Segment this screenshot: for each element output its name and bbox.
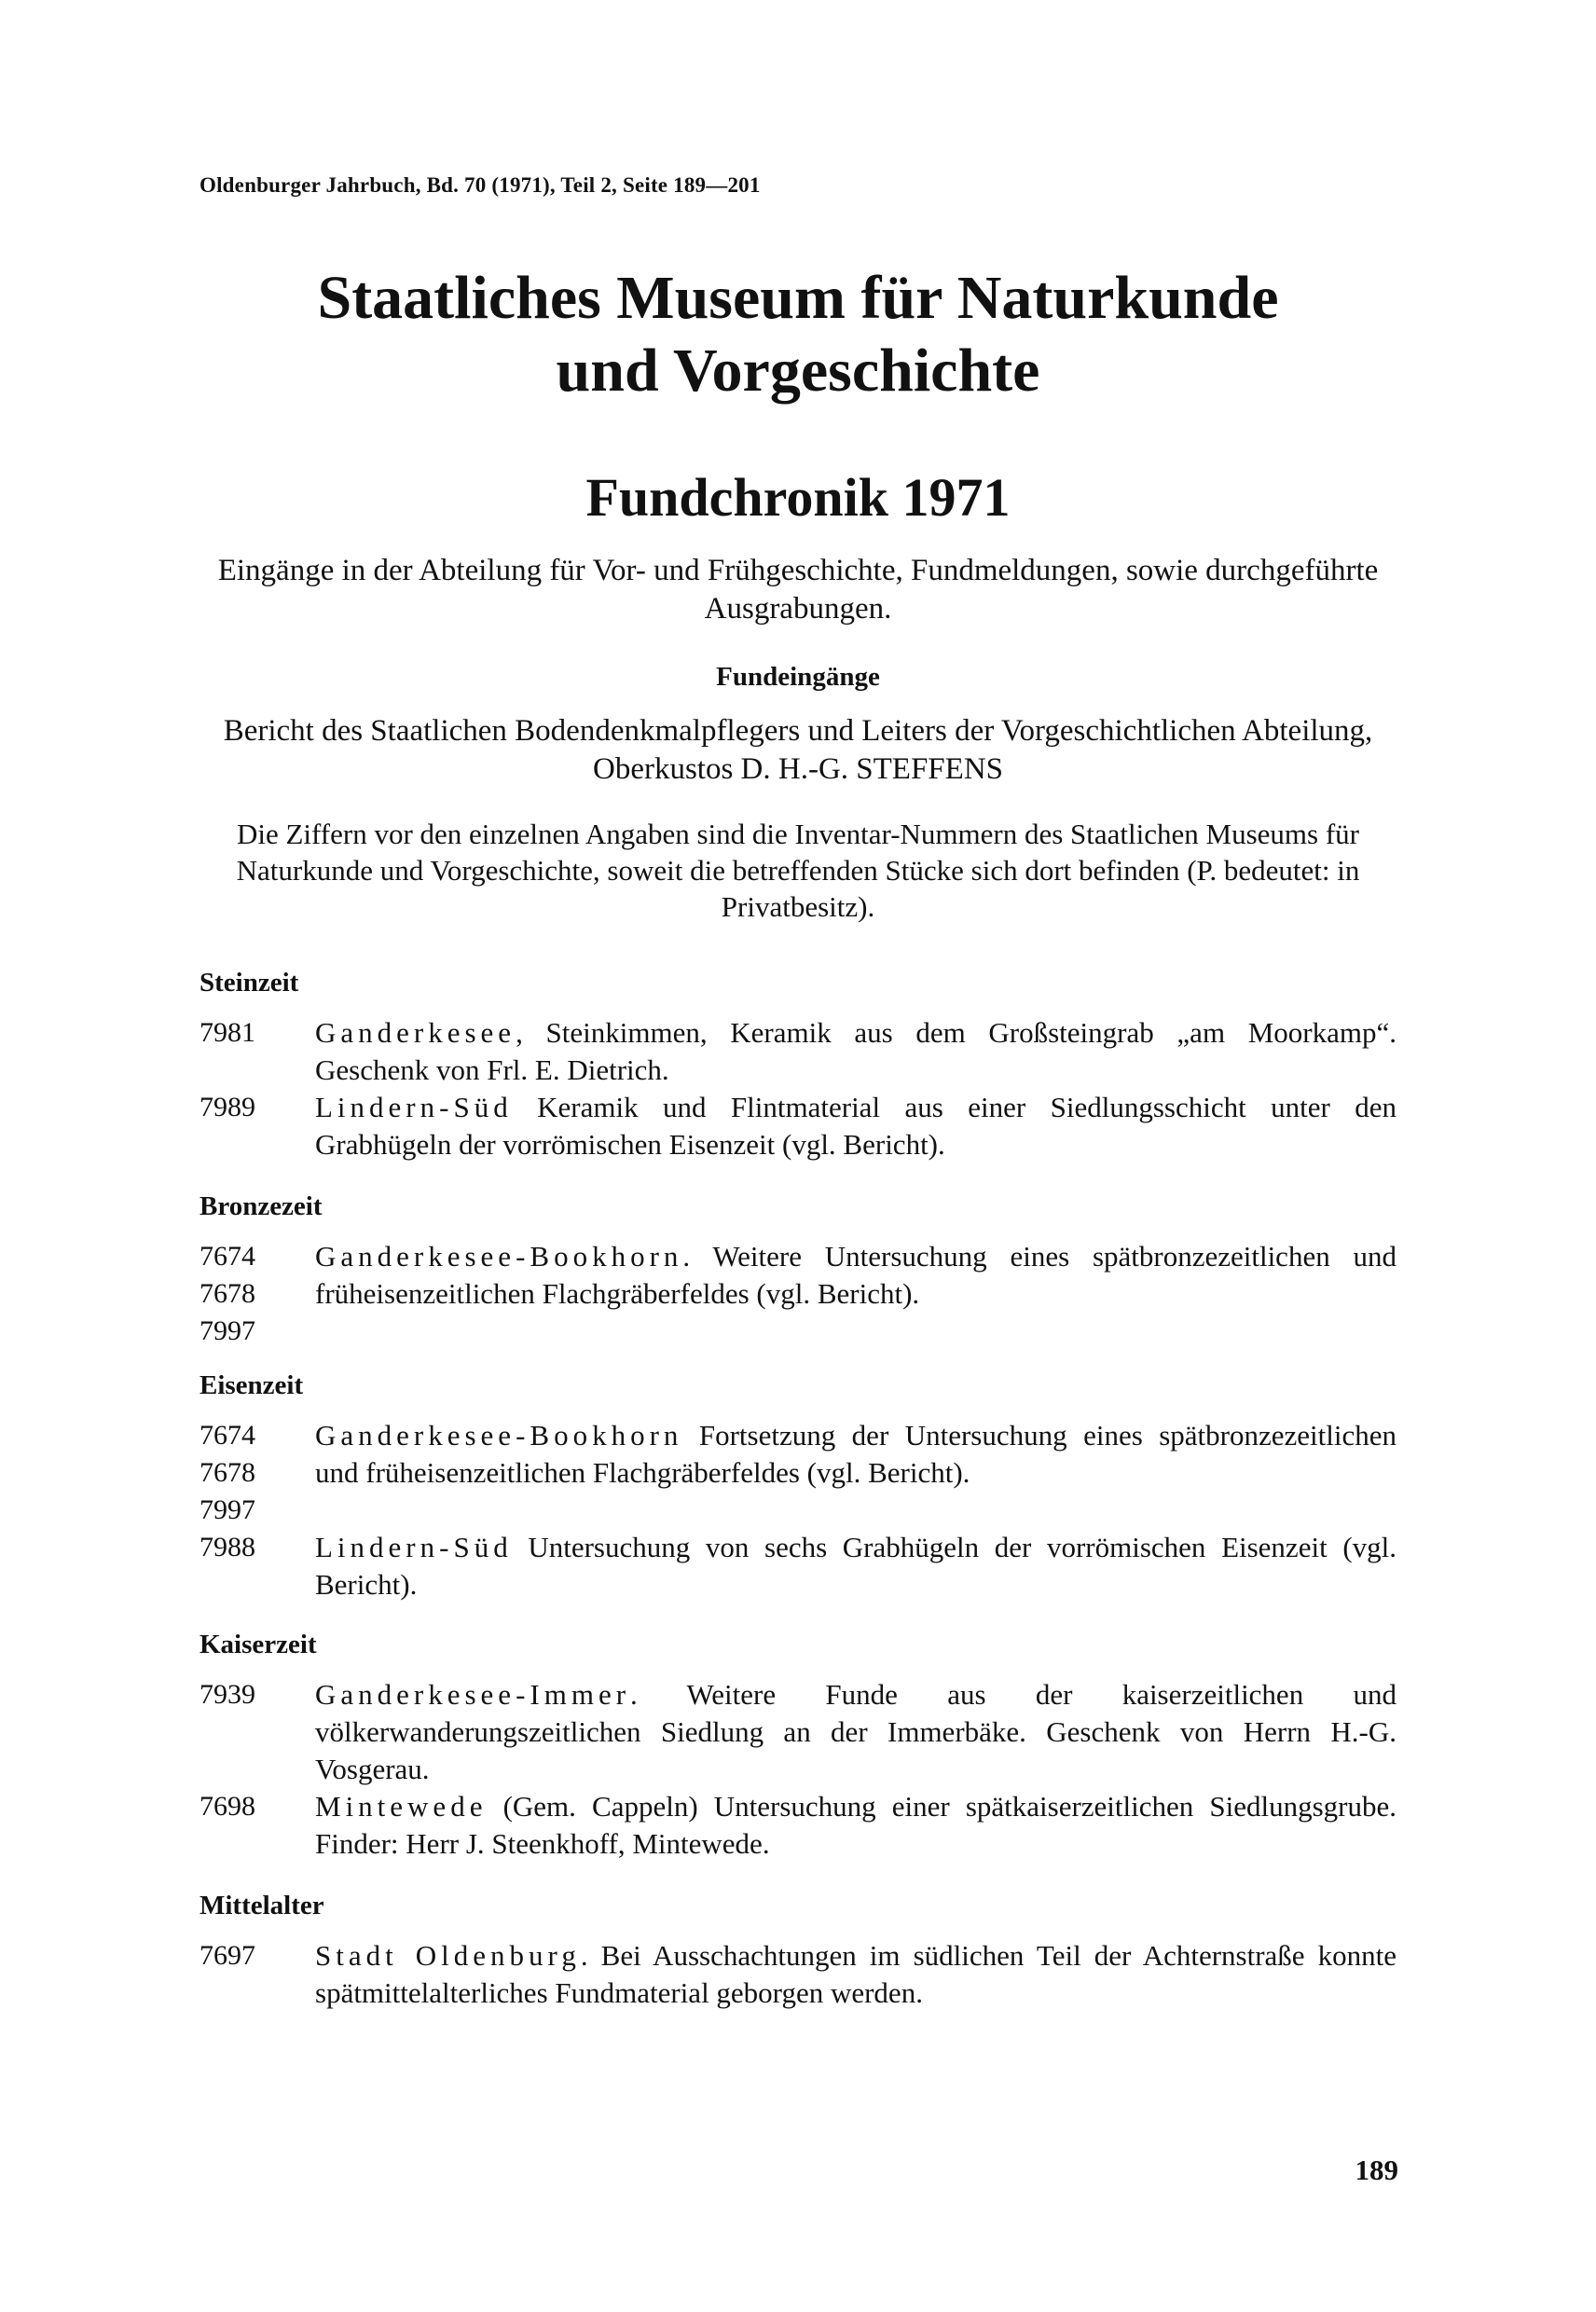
title-line-1: Staatliches Museum für Naturkunde bbox=[317, 264, 1279, 332]
place-name: Ganderkesee-Bookhorn bbox=[315, 1240, 683, 1273]
entry-text bbox=[315, 1089, 1396, 1163]
inventory-number: 7981 bbox=[200, 1017, 255, 1048]
section-title-kaiserzeit: Kaiserzeit bbox=[200, 1630, 317, 1659]
intro-text: Eingänge in der Abteilung für Vor- und Frühgeschichte, Fundmeldungen, sowie durchgeführte Ausgrabungen. bbox=[217, 554, 1379, 626]
inventory-number: 7697 bbox=[200, 1940, 255, 1971]
page-number: 189 bbox=[1355, 2154, 1398, 2186]
section-title-eisenzeit: Eisenzeit bbox=[200, 1370, 304, 1400]
place-name: Ganderkesee bbox=[315, 1016, 516, 1049]
entry-description: . Weitere Funde aus der kaiserzeitlichen und völkerwanderungszeitlichen Siedlung an der Immerbäke. Geschenk von Herrn H.-G. Vosgerau. bbox=[315, 1678, 1396, 1785]
inventory-number: 7989 bbox=[200, 1092, 255, 1122]
entry-text bbox=[315, 1014, 1396, 1089]
entry-description: Fortsetzung der Untersuchung eines spätbronzezeitlichen und früheisenzeitlichen Flachgräberfeldes (vgl. Bericht). bbox=[315, 1419, 1396, 1489]
inventory-number: 7988 bbox=[200, 1532, 255, 1562]
entry-description: Untersuchung von sechs Grabhügeln der vorrömischen Eisenzeit (vgl. Bericht). bbox=[315, 1531, 1396, 1601]
inventory-number: 7698 bbox=[200, 1791, 255, 1822]
entry-text bbox=[315, 1238, 1396, 1313]
inventory-number: 7674 7678 7997 bbox=[200, 1420, 255, 1525]
section-title-steinzeit: Steinzeit bbox=[200, 968, 299, 998]
entry-description: Keramik und Flintmaterial aus einer Siedlungsschicht unter den Grabhügeln der vorrömischen Eisenzeit (vgl. Bericht). bbox=[315, 1091, 1396, 1161]
entry-text bbox=[315, 1417, 1396, 1492]
entry-text bbox=[315, 1937, 1396, 2012]
running-head: Oldenburger Jahrbuch, Bd. 70 (1971), Teil 2, Seite 189—201 bbox=[200, 173, 761, 197]
inventory-number: 7939 bbox=[200, 1679, 255, 1710]
place-name: Ganderkesee-Immer bbox=[315, 1678, 631, 1711]
report-text: Bericht des Staatlichen Bodendenkmalpflegers und Leiters der Vorgeschichtlichen Abteilung, Oberkustos D. H.-G. STEFFENS bbox=[223, 714, 1373, 786]
place-name: Lindern-Süd bbox=[315, 1091, 513, 1123]
section-heading: Fundeingänge bbox=[716, 662, 880, 692]
place-name: Ganderkesee-Bookhorn bbox=[315, 1419, 683, 1452]
entry-text bbox=[315, 1676, 1396, 1788]
section-title-bronzezeit: Bronzezeit bbox=[200, 1191, 323, 1221]
entry-text bbox=[315, 1788, 1396, 1863]
inventory-number: 7674 7678 7997 bbox=[200, 1241, 255, 1346]
place-name: Mintewede bbox=[315, 1790, 488, 1823]
entry-text bbox=[315, 1529, 1396, 1603]
entry-description: . Bei Ausschachtungen im südlichen Teil der Achternstraße konnte spätmittelalterliches Fundmaterial geborgen werden. bbox=[315, 1939, 1396, 2009]
entry-description: (Gem. Cappeln) Untersuchung einer spätkaiserzeitlichen Siedlungsgrube. Finder: Herr J. Steenkhoff, Mintewede. bbox=[315, 1790, 1396, 1860]
place-name: Stadt Oldenburg bbox=[315, 1939, 581, 1972]
title-line-2: und Vorgeschichte bbox=[556, 337, 1040, 405]
place-name: Lindern-Süd bbox=[315, 1531, 513, 1563]
section-title-mittelalter: Mittelalter bbox=[200, 1891, 324, 1920]
note-text: Die Ziffern vor den einzelnen Angaben sind die Inventar-Nummern des Staatlichen Museums für Naturkunde und Vorgeschichte, soweit die betreffenden Stücke sich dort befinden (P. bedeutet: in Privatbesitz). bbox=[236, 818, 1360, 923]
chronicle-title: Fundchronik 1971 bbox=[585, 467, 1011, 528]
entry-description: . Weitere Untersuchung eines spätbronzezeitlichen und früheisenzeitlichen Flachgräberfeldes (vgl. Bericht). bbox=[315, 1240, 1396, 1310]
entry-description: , Steinkimmen, Keramik aus dem Großsteingrab „am Moorkamp“. Geschenk von Frl. E. Dietrich. bbox=[315, 1016, 1396, 1086]
